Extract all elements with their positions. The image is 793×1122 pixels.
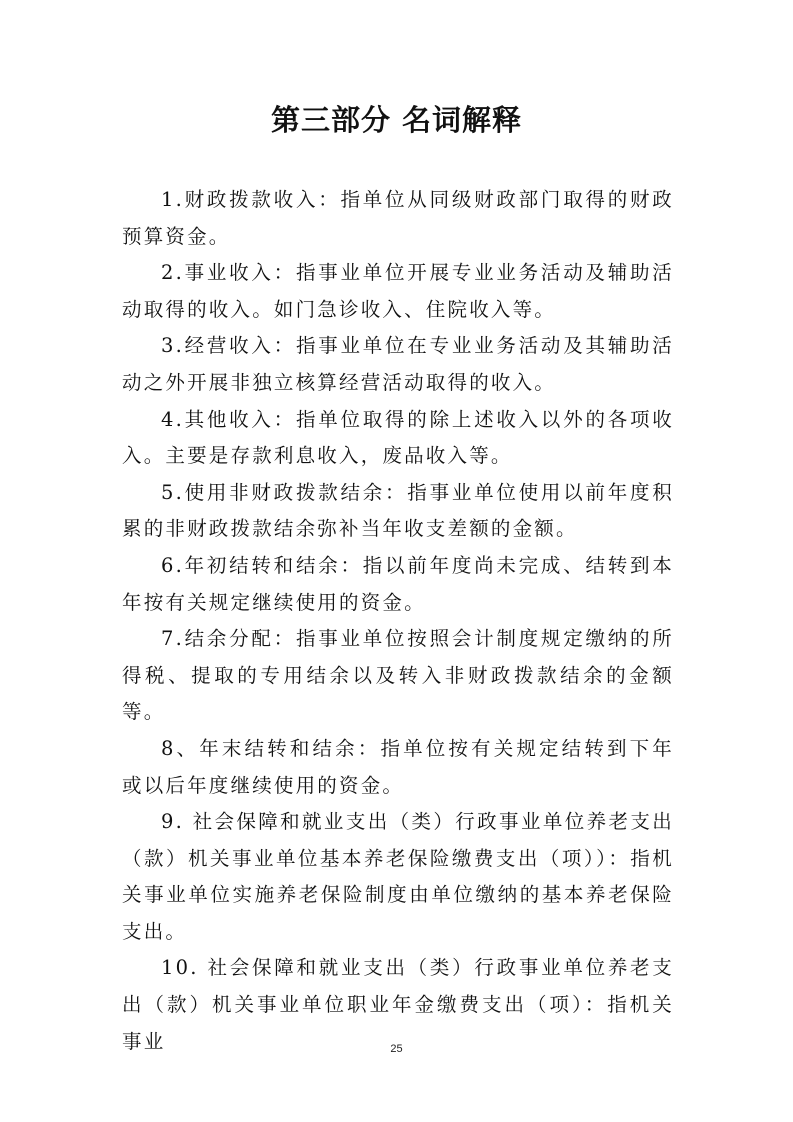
paragraph-9: 9. 社会保障和就业支出（类）行政事业单位养老支出（款）机关事业单位基本养老保险缴费支出（项））：指机关事业单位实施养老保险制度由单位缴纳的基本养老保险支出。 bbox=[122, 810, 674, 943]
paragraph-6: 6.年初结转和结余：指以前年度尚未完成、结转到本年按有关规定继续使用的资金。 bbox=[122, 553, 674, 614]
paragraph-3: 3.经营收入：指事业单位在专业业务活动及其辅助活动之外开展非独立核算经营活动取得的收入。 bbox=[122, 334, 674, 394]
paragraph-7: 7.结余分配：指事业单位按照会计制度规定缴纳的所得税、提取的专用结余以及转入非财政拨款结余的金额等。 bbox=[122, 627, 674, 724]
paragraph-1: 1.财政拨款收入：指单位从同级财政部门取得的财政预算资金。 bbox=[122, 188, 674, 248]
paragraph-4: 4.其他收入：指单位取得的除上述收入以外的各项收入。主要是存款利息收入，废品收入等。 bbox=[122, 407, 674, 468]
paragraph-10: 10. 社会保障和就业支出（类）行政事业单位养老支出（款）机关事业单位职业年金缴费支出（项）：指机关事业 bbox=[122, 956, 674, 1053]
page-title: 第三部分 名词解释 bbox=[270, 103, 523, 137]
page-number: 25 bbox=[390, 1043, 403, 1055]
paragraph-8: 8、年末结转和结余：指单位按有关规定结转到下年或以后年度继续使用的资金。 bbox=[122, 736, 674, 797]
paragraph-2: 2.事业收入：指事业单位开展专业业务活动及辅助活动取得的收入。如门急诊收入、住院收入等。 bbox=[122, 261, 674, 321]
document-body bbox=[122, 182, 674, 1060]
paragraph-5: 5.使用非财政拨款结余：指事业单位使用以前年度积累的非财政拨款结余弥补当年收支差额的金额。 bbox=[122, 480, 674, 541]
